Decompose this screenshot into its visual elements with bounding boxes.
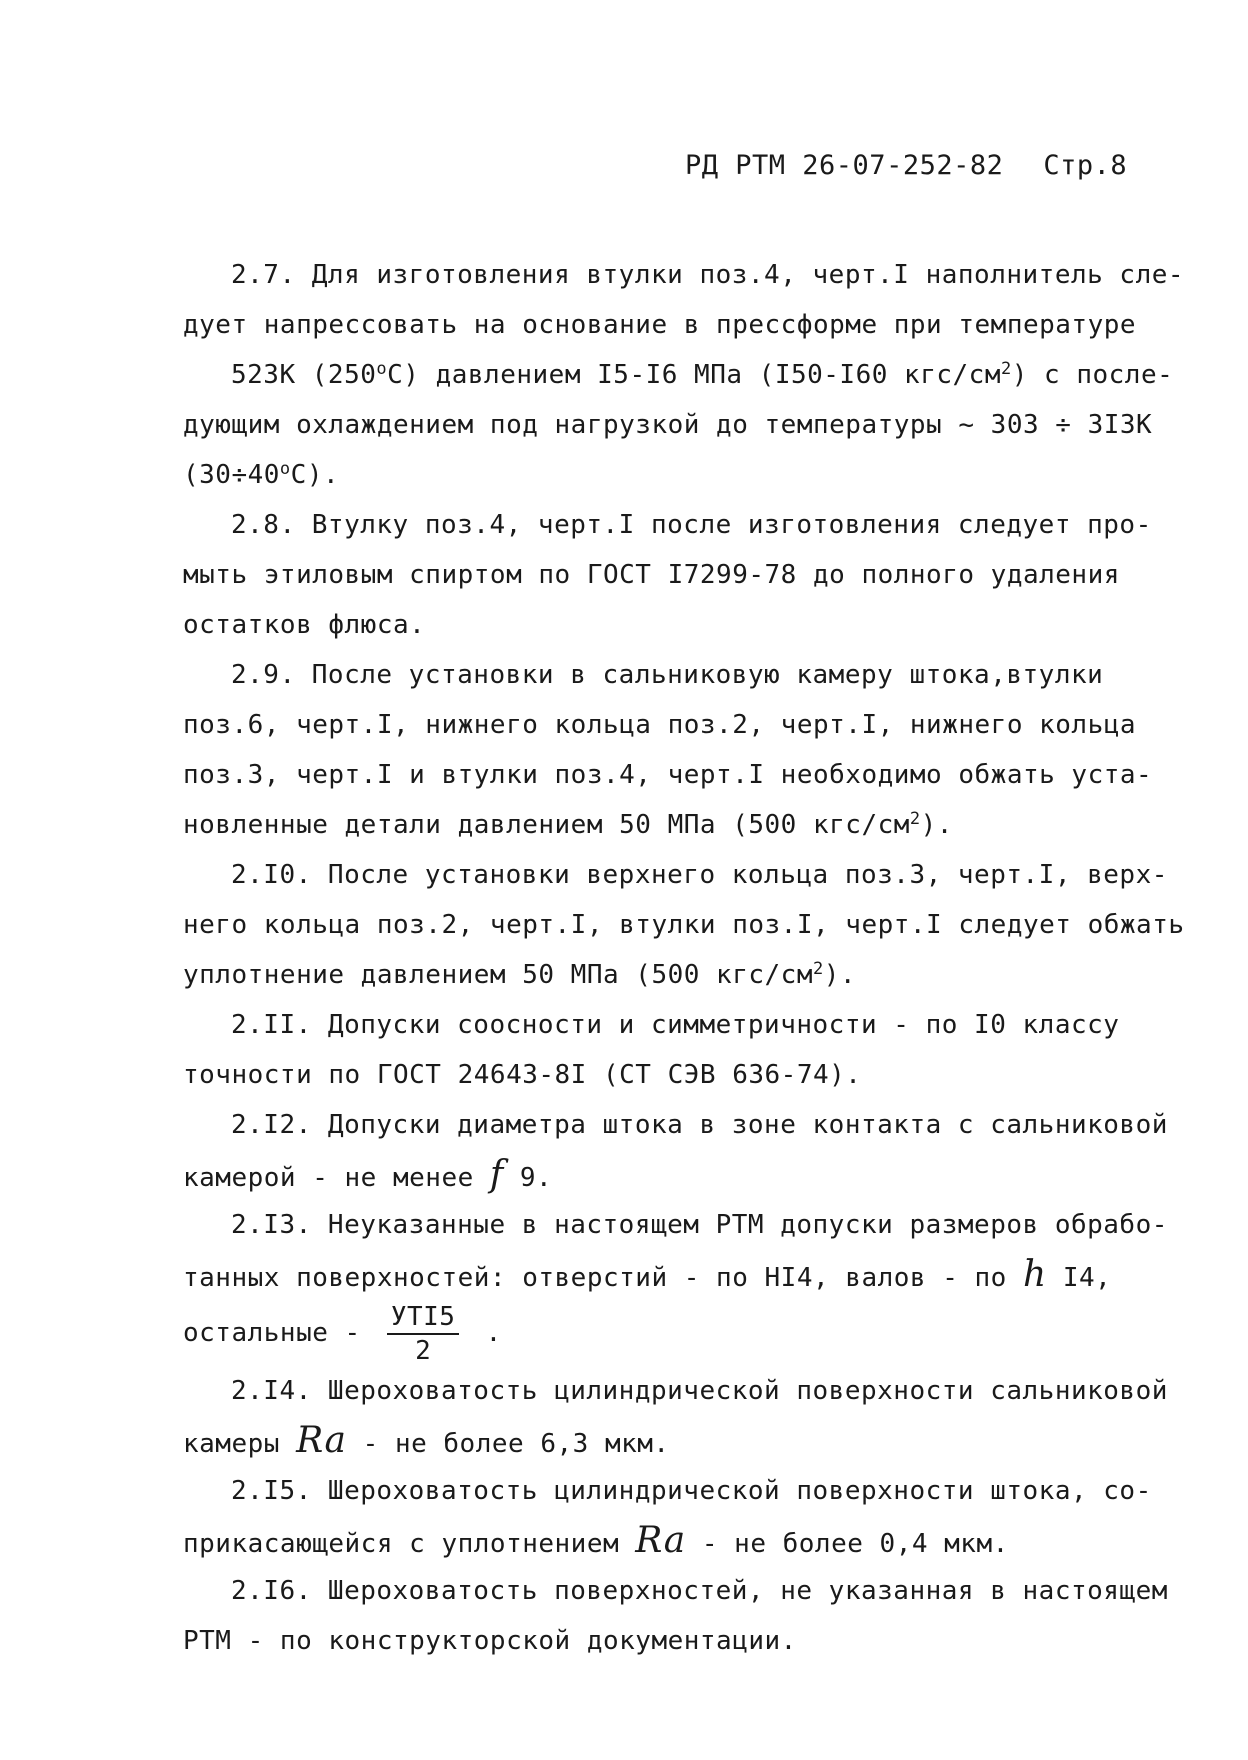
text-line: 2.I2. Допуски диаметра штока в зоне контакта с сальниковой bbox=[231, 1110, 1168, 1140]
text-line: точности по ГОСТ 24643-8I (СТ СЭВ 636-74). bbox=[183, 1060, 862, 1090]
text-line: камерой - не менее f 9. bbox=[183, 1154, 553, 1195]
text-line: дующим охлаждением под нагрузкой до температуры ~ 303 ÷ 3I3К bbox=[183, 410, 1153, 440]
text-line: мыть этиловым спиртом по ГОСТ I7299-78 до полного удаления bbox=[183, 560, 1120, 590]
text-line: 2.8. Втулку поз.4, черт.I после изготовления следует про- bbox=[231, 510, 1152, 540]
text-line: РТМ - по конструкторской документации. bbox=[183, 1626, 797, 1656]
page-number: Стр.8 bbox=[1043, 150, 1128, 181]
text-line: 2.I4. Шероховатость цилиндрической поверхности сальниковой bbox=[231, 1376, 1168, 1406]
text-line: остатков флюса. bbox=[183, 610, 426, 640]
text-line: 2.I5. Шероховатость цилиндрической поверхности штока, со- bbox=[231, 1476, 1152, 1506]
tolerance-symbol: f bbox=[489, 1154, 504, 1195]
text-line: 2.7. Для изготовления втулки поз.4, черт.I наполнитель сле- bbox=[231, 260, 1185, 290]
roughness-symbol: Ra bbox=[635, 1520, 686, 1561]
text-line: 2.I0. После установки верхнего кольца поз.3, черт.I, верх- bbox=[231, 860, 1168, 890]
text-line: 523К (250$^o$С) давлением I5-I6 МПа (I50-I60 кгс/$см^2$) с после- bbox=[231, 359, 1174, 390]
document-number: РД РТМ 26-07-252-82 bbox=[685, 150, 1004, 181]
document-body bbox=[183, 250, 1185, 1666]
tolerance-symbol: h bbox=[1022, 1254, 1047, 1295]
text-line: поз.6, черт.I, нижнего кольца поз.2, черт.I, нижнего кольца bbox=[183, 710, 1137, 740]
text-line: прикасающейся с уплотнением Ra - не более 0,4 мкм. bbox=[183, 1520, 1009, 1561]
text-line: него кольца поз.2, черт.I, втулки поз.I, черт.I следует обжать bbox=[183, 910, 1185, 940]
text-line: $(30\div 40^oС)$. bbox=[183, 459, 340, 490]
text-line: камеры Ra - не более 6,3 мкм. bbox=[183, 1420, 670, 1461]
text-line: новленные детали давлением 50 МПа (500 кгс/$см^2$). bbox=[183, 809, 953, 840]
text-line: остальные - $\frac{\text{УТI5}}{2}$ . bbox=[183, 1301, 502, 1366]
text-line: 2.II. Допуски соосности и симметричности - по I0 классу bbox=[231, 1010, 1120, 1040]
text-line: 2.I3. Неуказанные в настоящем РТМ допуски размеров обрабо- bbox=[231, 1210, 1168, 1240]
fraction: $\frac{\text{УТI5}}{2}$ bbox=[387, 1301, 460, 1367]
roughness-symbol: Ra bbox=[296, 1420, 347, 1461]
text-line: поз.3, черт.I и втулки поз.4, черт.I необходимо обжать уста- bbox=[183, 760, 1153, 790]
text-line: уплотнение давлением 50 МПа (500 кгс/$см^2$). bbox=[183, 959, 857, 990]
text-line: дует напрессовать на основание в прессформе при температуре bbox=[183, 310, 1137, 340]
text-line: 2.9. После установки в сальниковую камеру штока,втулки bbox=[231, 660, 1104, 690]
text-line: 2.I6. Шероховатость поверхностей, не указанная в настоящем bbox=[231, 1576, 1168, 1606]
document-header bbox=[685, 150, 1127, 181]
text-line: танных поверхностей: отверстий - по HI4, валов - по h I4, bbox=[183, 1254, 1112, 1295]
